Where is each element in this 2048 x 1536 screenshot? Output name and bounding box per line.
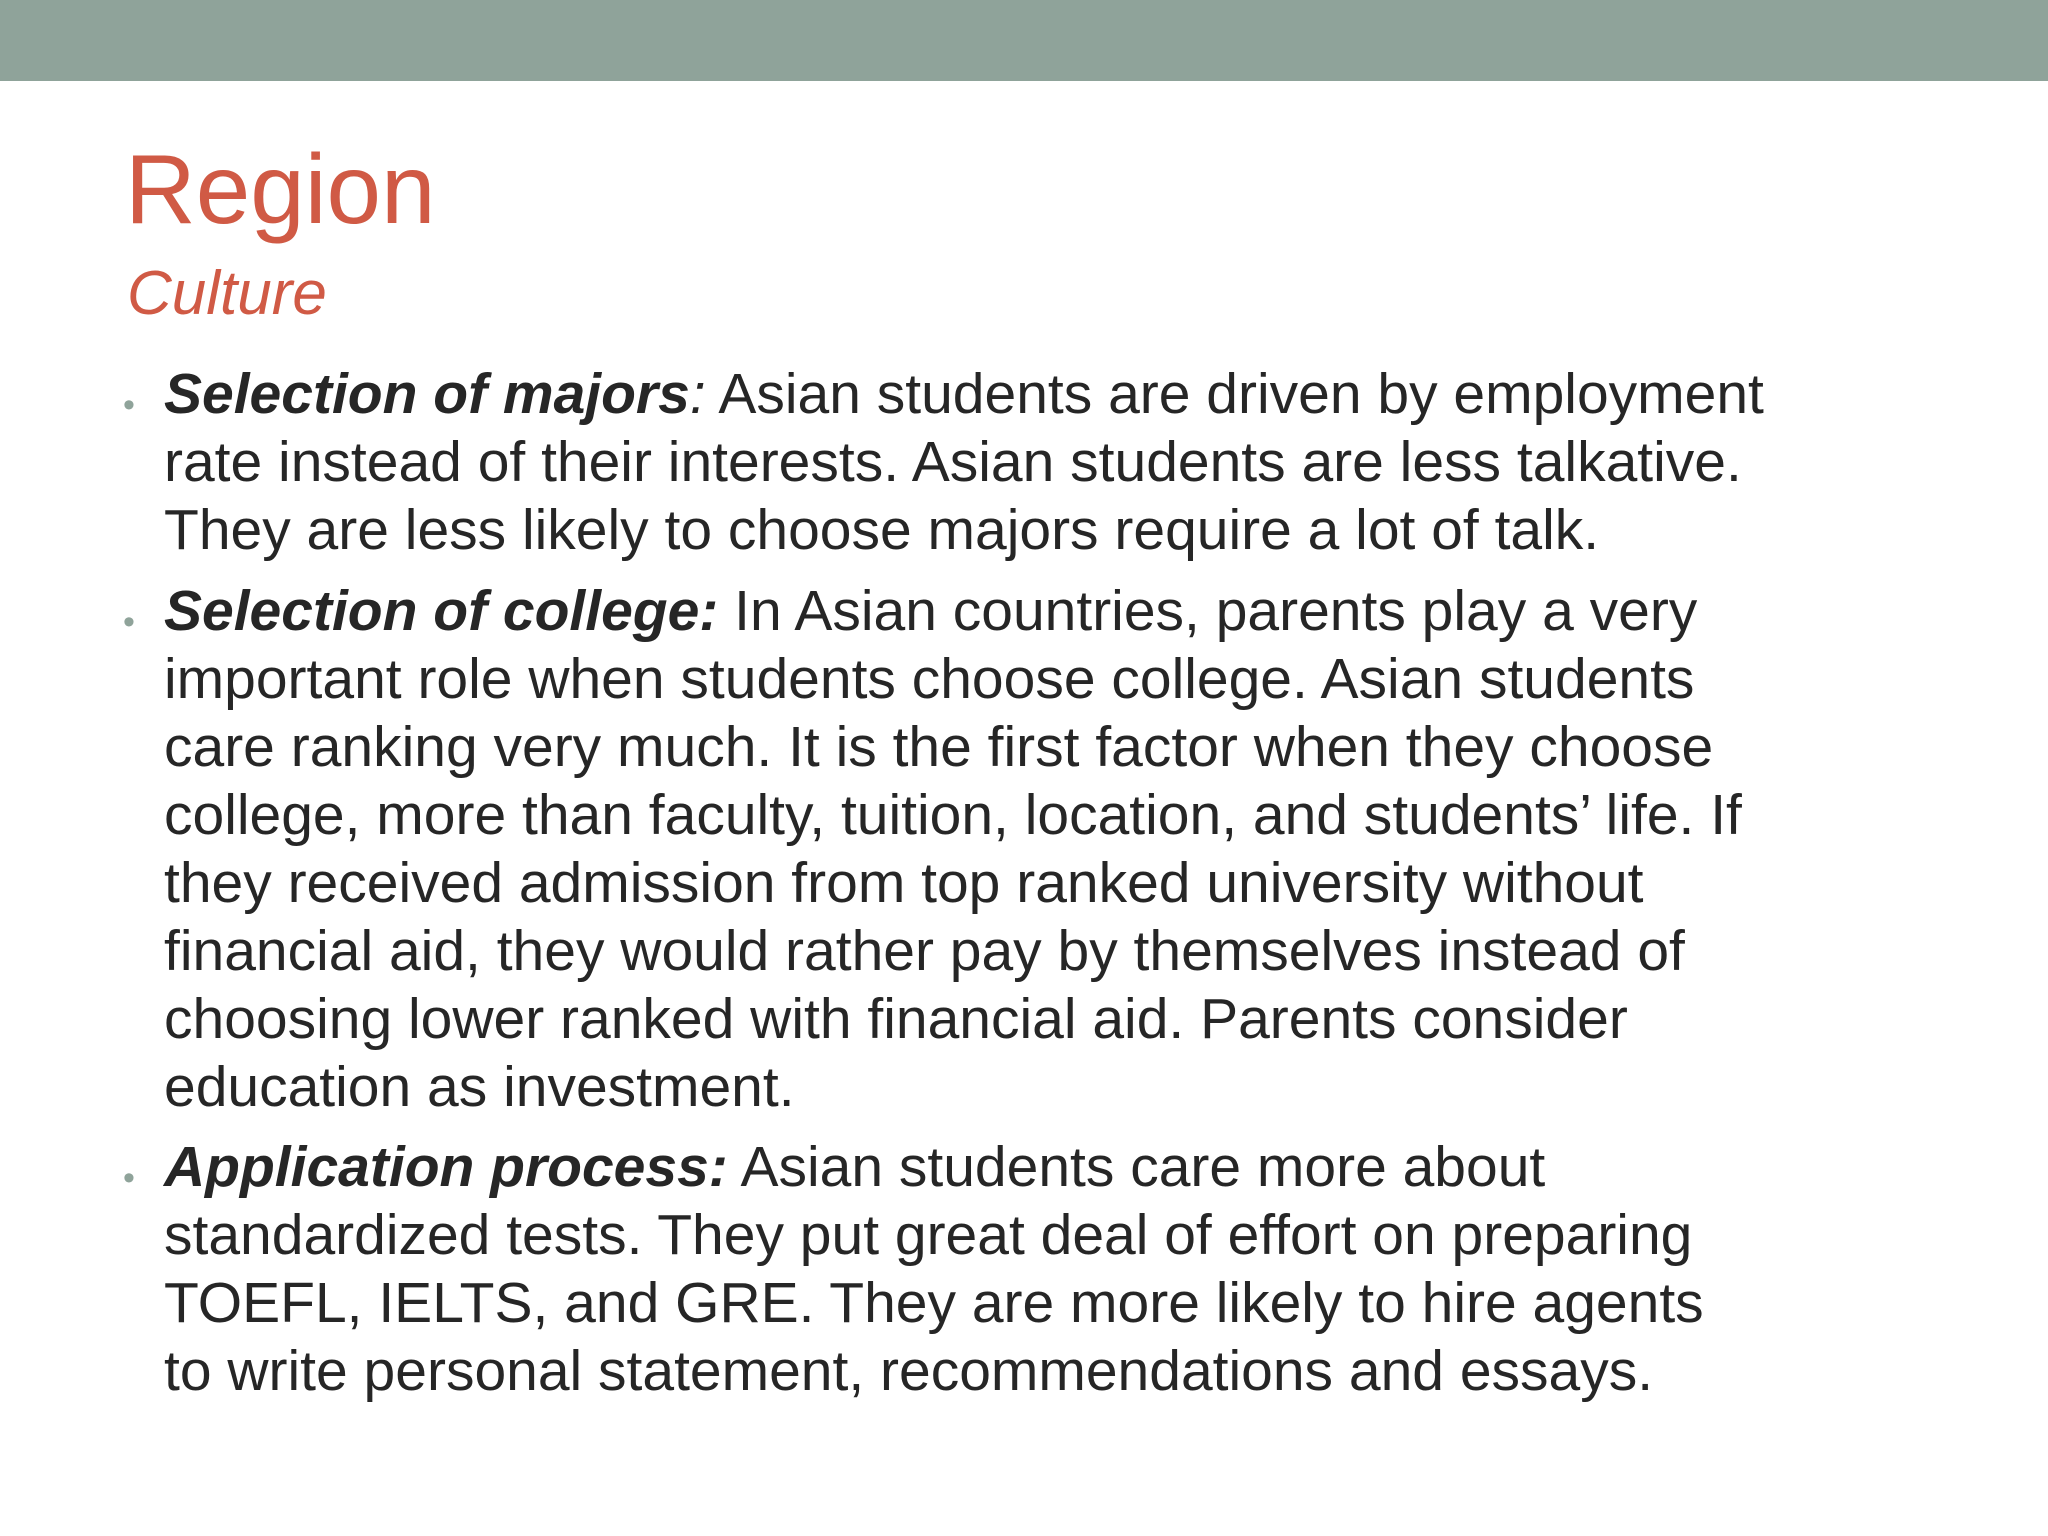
bullet-line-text: In Asian countries, parents play a very [718, 579, 1698, 643]
bullet-line: They are less likely to choose majors require a lot of talk. [164, 498, 1600, 562]
bullet-term-separator: : [689, 362, 706, 426]
bullet-line: college, more than faculty, tuition, location, and students’ life. If [164, 783, 1742, 847]
bullet-marker: • [123, 1159, 135, 1197]
bullet-text [164, 360, 1944, 564]
bullet-line: they received admission from top ranked university without [164, 851, 1644, 915]
bullet-term: Selection of majors [164, 362, 690, 426]
bullet-line: standardized tests. They put great deal of effort on preparing [164, 1203, 1693, 1267]
bullet-line: care ranking very much. It is the first factor when they choose [164, 715, 1714, 779]
bullet-line [164, 360, 1944, 428]
bullet-line: to write personal statement, recommendations and essays. [164, 1339, 1654, 1403]
bullet-line-text: Asian students are driven by employment [705, 362, 1764, 426]
bullet-line: choosing lower ranked with financial aid. Parents consider [164, 987, 1628, 1051]
bullet-text [164, 1133, 1944, 1405]
bullet-line: rate instead of their interests. Asian students are less talkative. [164, 430, 1742, 494]
bullet-text [164, 577, 1944, 1121]
bullet-line: TOEFL, IELTS, and GRE. They are more likely to hire agents [164, 1271, 1704, 1335]
bullet-term: Application process: [164, 1135, 728, 1199]
bullet-line: education as investment. [164, 1055, 795, 1119]
bullet-marker: • [123, 386, 135, 424]
bullet-line [164, 1133, 1944, 1201]
bullet-line-text: Asian students care more about [727, 1135, 1546, 1199]
bullet-marker: • [123, 603, 135, 641]
bullet-line: financial aid, they would rather pay by themselves instead of [164, 919, 1685, 983]
slide-title: Region [125, 134, 436, 244]
bullet-line: important role when students choose college. Asian students [164, 647, 1695, 711]
slide-subtitle: Culture [127, 259, 327, 328]
bullet-line [164, 577, 1944, 645]
top-band [0, 0, 2048, 81]
bullet-term: Selection of college: [164, 579, 719, 643]
